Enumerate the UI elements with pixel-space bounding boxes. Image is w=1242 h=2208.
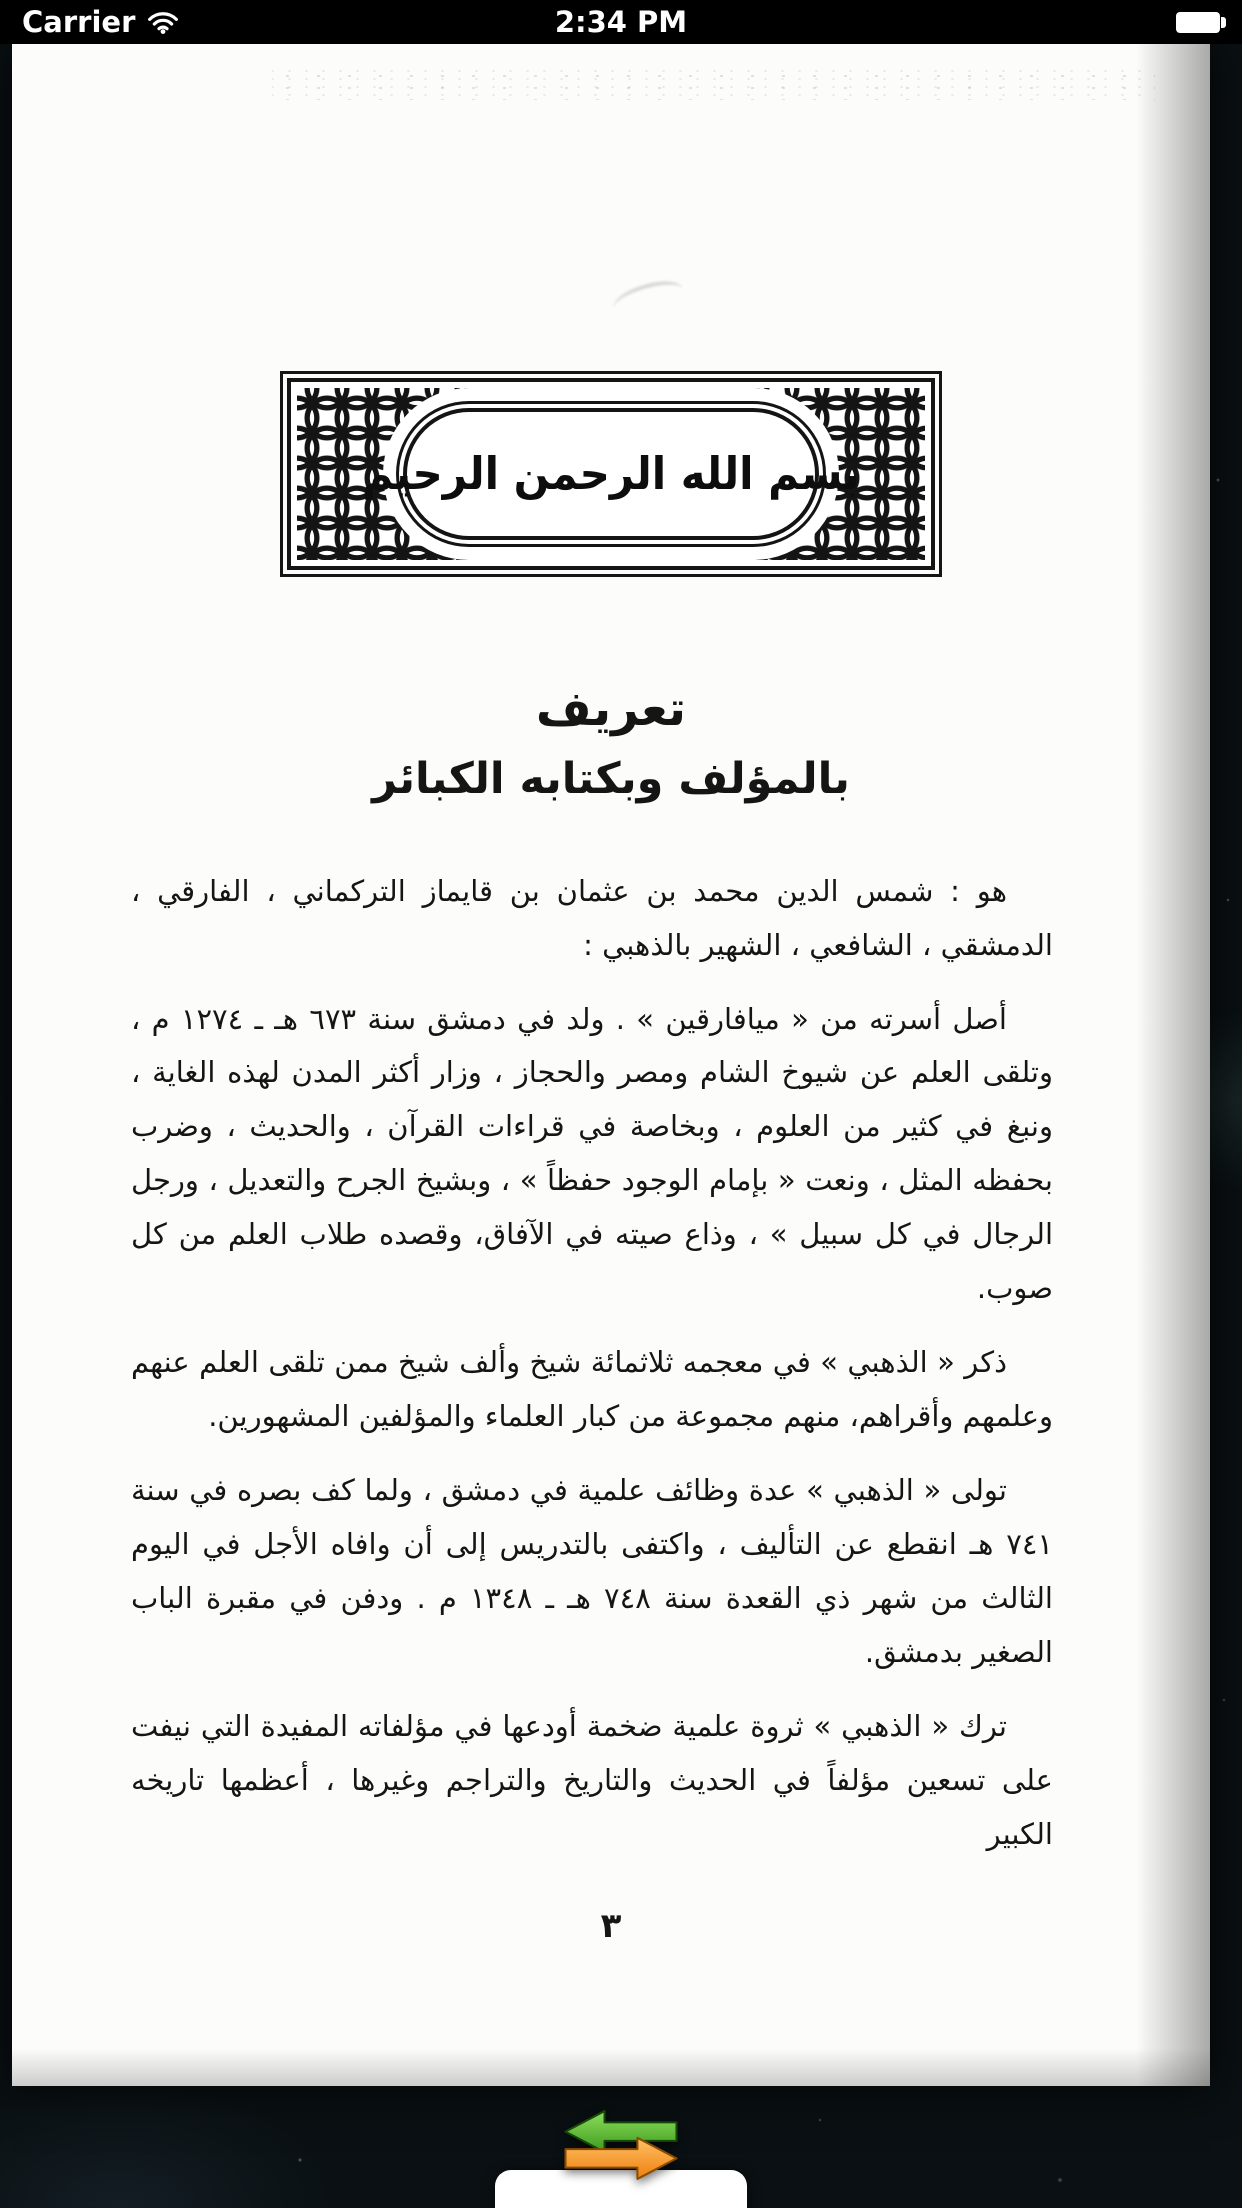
paragraph: ترك « الذهبي » ثروة علمية ضخمة أودعها في مؤلفاته المفيدة التي نيفت على تسعين مؤلفاً في الحديث والتاريخ والتراجم وغيرها ، أعظمها تاريخه الكبير — [131, 1708, 1053, 1851]
page-nav-button[interactable] — [491, 2090, 751, 2208]
wifi-icon — [147, 10, 179, 34]
swap-arrows-icon — [559, 2108, 683, 2182]
status-bar-right — [1176, 12, 1220, 33]
book-page[interactable] — [12, 44, 1210, 2086]
body-text — [12, 865, 1210, 1862]
basmala-text: بسم الله الرحمن الرحيم — [362, 447, 860, 500]
basmala-cartouche — [362, 408, 860, 540]
page-number: ٣ — [600, 1905, 622, 1946]
ink-smudge-artifact — [610, 277, 687, 321]
battery-icon — [1176, 12, 1220, 33]
status-bar-left — [22, 5, 179, 39]
paragraph: هو : شمس الدين محمد بن عثمان بن قايماز التركماني ، الفارقي ، الدمشقي ، الشافعي ، الشهير بالذهبي : — [131, 873, 1053, 962]
carrier-label: Carrier — [22, 5, 136, 39]
status-bar — [0, 0, 1242, 44]
forward-arrow-icon — [566, 2138, 677, 2179]
basmala-ornament-frame — [287, 378, 935, 570]
clock-label: 2:34 PM — [554, 5, 688, 39]
scan-noise-artifact — [272, 70, 1155, 100]
paragraph: ذكر « الذهبي » في معجمه ثلاثمائة شيخ وألف شيخ ممن تلقى العلم عنهم وعلمهم وأقراهم، منهم مجموعة من كبار العلماء والمؤلفين المشهورين. — [131, 1345, 1053, 1434]
paragraph: أصل أسرته من « ميافارقين » . ولد في دمشق سنة ٦٧٣ هـ ـ ١٢٧٤ م ، وتلقى العلم عن شيوخ الشام ومصر والحجاز ، وزار أكثر المدن لهذه الغاية ، ونبغ في كثير من العلوم ، وبخاصة في قراءات القرآن ، والحديث ، وضرب بحفظه المثل ، ونعت « بإمام الوجود حفظاً » ، وبشيخ الجرح والتعديل ، ورجل الرجال في كل سبيل » ، وذاع صيته في الآفاق، وقصده طلاب العلم من كل صوب. — [131, 1001, 1053, 1306]
page-subtitle: بالمؤلف وبكتابه الكبائر — [372, 754, 850, 805]
page-title: تعريف — [535, 681, 687, 737]
back-arrow-icon — [566, 2111, 677, 2152]
paragraph: تولى « الذهبي » عدة وظائف علمية في دمشق ، ولما كف بصره في سنة ٧٤١ هـ انقطع عن التأليف ، واكتفى بالتدريس إلى أن وافاه الأجل في اليوم الثالث من شهر ذي القعدة سنة ٧٤٨ هـ ـ ١٣٤٨ م . ودفن في مقبرة الباب الصغير بدمشق. — [131, 1473, 1053, 1669]
